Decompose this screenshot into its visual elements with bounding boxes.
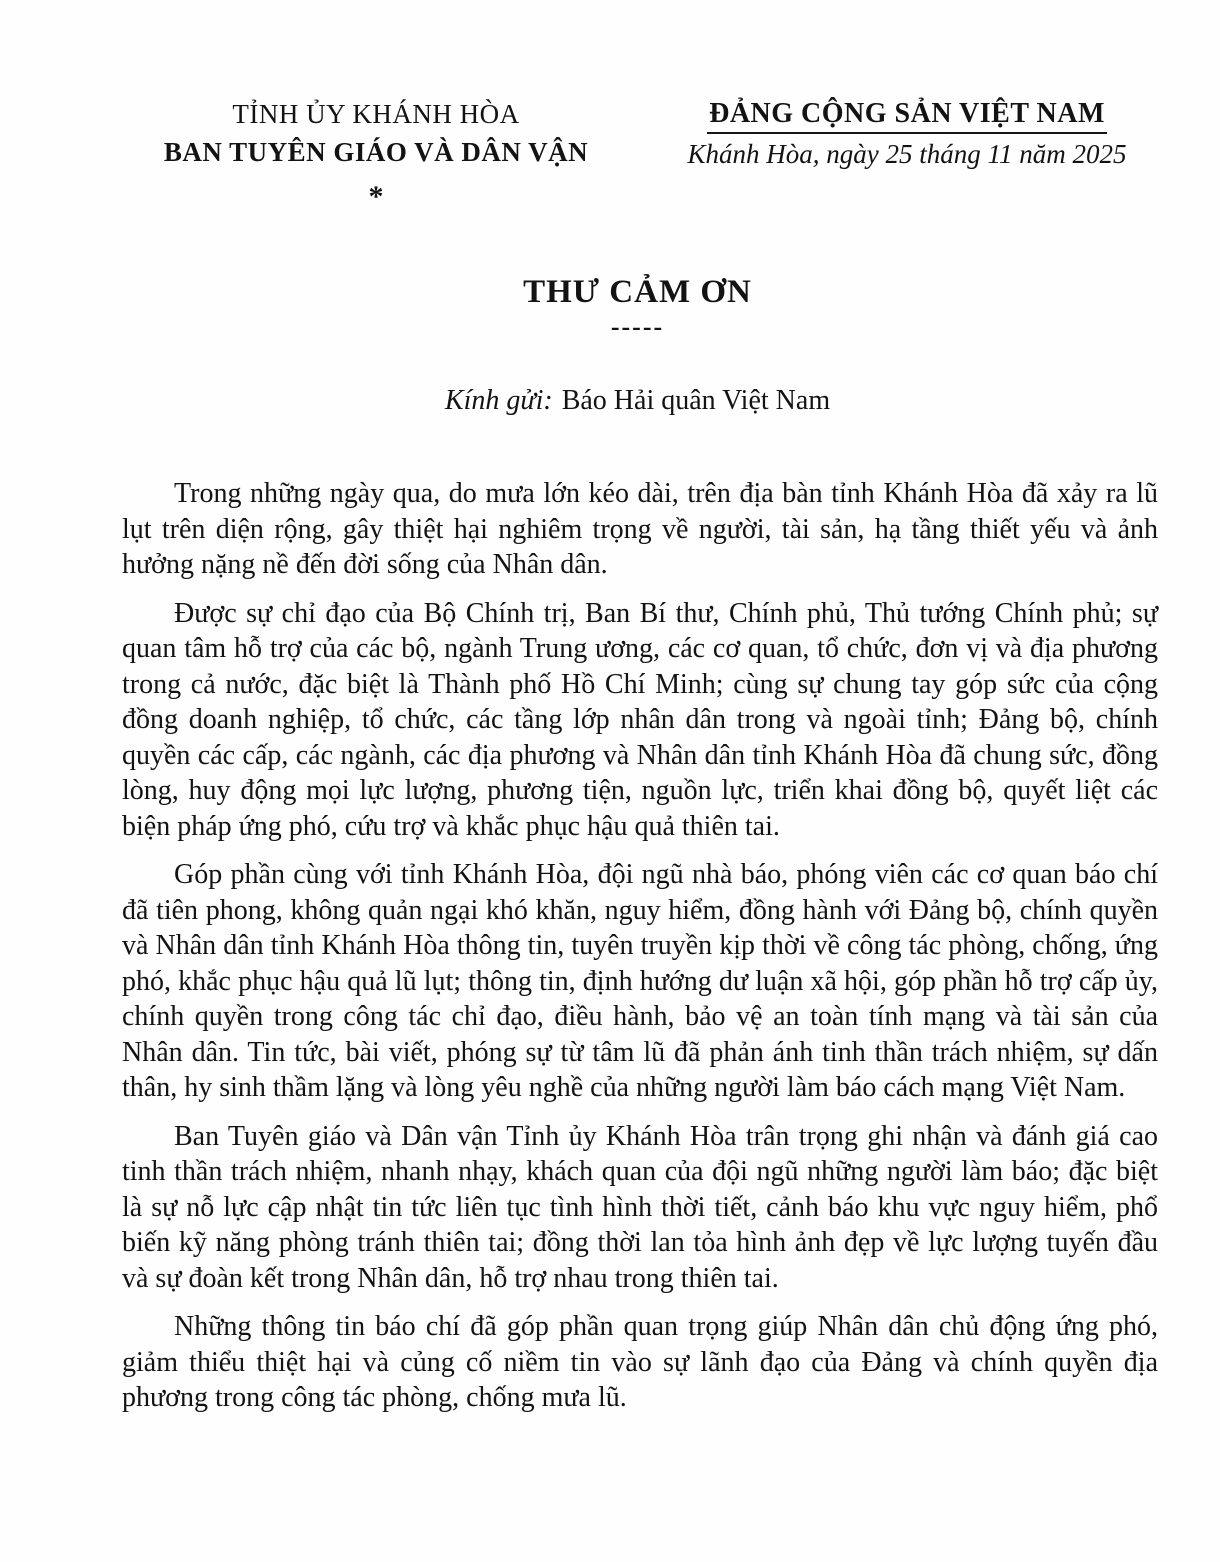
issuing-org-block [116,98,636,212]
salutation-label: Kính gửi: [444,385,553,416]
national-header-block [650,98,1164,212]
org-name: BAN TUYÊN GIÁO VÀ DÂN VẬN [163,137,589,167]
paragraph-4: Ban Tuyên giáo và Dân vận Tỉnh ủy Khánh Hòa trân trọng ghi nhận và đánh giá cao tinh thần trách nhiệm, nhanh nhạy, khách quan của đội ngũ những người làm báo; đặc biệt là sự nỗ lực cập nhật tin tức liên tục tình hình thời tiết, cảnh báo khu vực nguy hiểm, phổ biến kỹ năng phòng tránh thiên tai; đồng thời lan tỏa hình ảnh đẹp về lực lượng tuyến đầu và sự đoàn kết trong Nhân dân, hỗ trợ nhau trong thiên tai. [122,1120,1158,1294]
title-block [55,272,1220,418]
paragraph-5: Những thông tin báo chí đã góp phần quan trọng giúp Nhân dân chủ động ứng phó, giảm thiểu thiệt hại và củng cố niềm tin vào sự lãnh đạo của Đảng và chính quyền địa phương trong công tác phòng, chống mưa lũ. [122,1311,1158,1413]
paragraph-2: Được sự chỉ đạo của Bộ Chính trị, Ban Bí thư, Chính phủ, Thủ tướng Chính phủ; sự quan tâm hỗ trợ của các bộ, ngành Trung ương, các cơ quan, tổ chức, đơn vị và địa phương trong cả nước, đặc biệt là Thành phố Hồ Chí Minh; cùng sự chung tay góp sức của cộng đồng doanh nghiệp, tổ chức, các tầng lớp nhân dân trong và ngoài tỉnh; Đảng bộ, chính quyền các cấp, các ngành, các địa phương và Nhân dân tỉnh Khánh Hòa đã chung sức, đồng lòng, huy động mọi lực lượng, phương tiện, nguồn lực, triển khai đồng bộ, quyết liệt các biện pháp ứng phó, cứu trợ và khắc phục hậu quả thiên tai. [122,597,1158,842]
document-title: THƯ CẢM ƠN [523,274,752,310]
title-divider: ----- [610,312,665,341]
party-motto: ĐẢNG CỘNG SẢN VIỆT NAM [707,98,1107,134]
paragraph-1: Trong những ngày qua, do mưa lớn kéo dài, trên địa bàn tỉnh Khánh Hòa đã xảy ra lũ lụt trên diện rộng, gây thiệt hại nghiêm trọng về người, tài sản, hạ tầng thiết yếu và ảnh hưởng nặng nề đến đời sống của Nhân dân. [122,478,1158,580]
salutation-recipient: Báo Hải quân Việt Nam [561,385,831,416]
star-separator: * [368,180,384,213]
letterhead [0,0,1220,212]
org-parent-name: TỈNH ỦY KHÁNH HÒA [232,99,520,129]
letter-body [122,476,1158,1416]
salutation-line [55,384,1220,418]
place-date-line: Khánh Hòa, ngày 25 tháng 11 năm 2025 [687,139,1127,169]
paragraph-3: Góp phần cùng với tỉnh Khánh Hòa, đội ngũ nhà báo, phóng viên các cơ quan báo chí đã tiên phong, không quản ngại khó khăn, nguy hiểm, đồng hành với Đảng bộ, chính quyền và Nhân dân tỉnh Khánh Hòa thông tin, tuyên truyền kịp thời về công tác phòng, chống, ứng phó, khắc phục hậu quả lũ lụt; thông tin, định hướng dư luận xã hội, góp phần hỗ trợ cấp ủy, chính quyền trong công tác chỉ đạo, điều hành, bảo vệ an toàn tính mạng và tài sản của Nhân dân. Tin tức, bài viết, phóng sự từ tâm lũ đã phản ánh tinh thần trách nhiệm, sự dấn thân, hy sinh thầm lặng và lòng yêu nghề của những người làm báo cách mạng Việt Nam. [122,859,1158,1103]
